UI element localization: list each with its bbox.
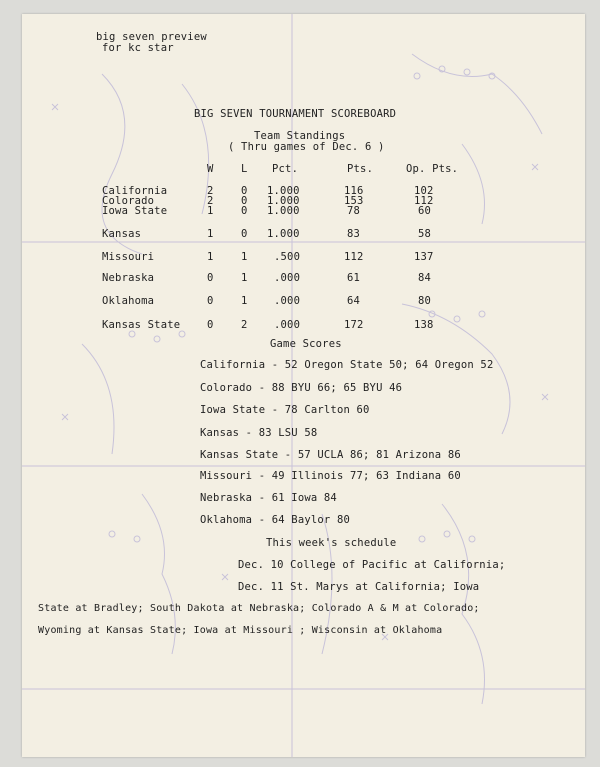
losses: 1 <box>241 272 248 284</box>
document-page <box>22 14 585 757</box>
team-name: Colorado <box>102 195 155 207</box>
team-name: Iowa State <box>102 205 168 217</box>
opp-points: 137 <box>414 251 434 263</box>
game-score-line: California - 52 Oregon State 50; 64 Oregon 52 <box>200 359 494 371</box>
game-score-line: Iowa State - 78 Carlton 60 <box>200 404 370 416</box>
schedule-line: Dec. 11 St. Marys at California; Iowa <box>238 581 480 593</box>
points: 116 <box>344 185 364 197</box>
pct: 1.000 <box>267 228 300 240</box>
wins: 1 <box>207 205 214 217</box>
header-note-line-1: big seven preview <box>96 31 207 43</box>
col-header-l: L <box>241 163 248 175</box>
losses: 0 <box>241 195 248 207</box>
pct: .000 <box>274 295 301 307</box>
opp-points: 58 <box>418 228 432 240</box>
opp-points: 102 <box>414 185 434 197</box>
opp-points: 60 <box>418 205 432 217</box>
points: 64 <box>347 295 361 307</box>
wins: 2 <box>207 185 214 197</box>
points: 112 <box>344 251 364 263</box>
team-name: Kansas State <box>102 319 181 331</box>
pct: .000 <box>274 272 301 284</box>
points: 61 <box>347 272 361 284</box>
team-name: Missouri <box>102 251 155 263</box>
team-name: Nebraska <box>102 272 155 284</box>
game-score-line: Oklahoma - 64 Baylor 80 <box>200 514 350 526</box>
points: 172 <box>344 319 364 331</box>
opp-points: 84 <box>418 272 432 284</box>
pct: 1.000 <box>267 195 300 207</box>
game-score-line: Kansas - 83 LSU 58 <box>200 427 318 439</box>
game-score-line: Colorado - 88 BYU 66; 65 BYU 46 <box>200 382 403 394</box>
col-header-pts: Pts. <box>347 163 374 175</box>
losses: 0 <box>241 228 248 240</box>
wins: 1 <box>207 251 214 263</box>
standings-heading: Team Standings <box>254 130 346 142</box>
losses: 1 <box>241 295 248 307</box>
opp-points: 112 <box>414 195 434 207</box>
losses: 0 <box>241 205 248 217</box>
col-header-op-pts: Op. Pts. <box>406 163 459 175</box>
wins: 0 <box>207 295 214 307</box>
schedule-heading: This week's schedule <box>266 537 397 549</box>
game-scores-heading: Game Scores <box>270 338 342 350</box>
col-header-w: W <box>207 163 214 175</box>
pct: 1.000 <box>267 185 300 197</box>
team-name: Kansas <box>102 228 142 240</box>
pct: .500 <box>274 251 301 263</box>
game-score-line: Nebraska - 61 Iowa 84 <box>200 492 337 504</box>
wins: 1 <box>207 228 214 240</box>
game-score-line: Missouri - 49 Illinois 77; 63 Indiana 60 <box>200 470 461 482</box>
wins: 2 <box>207 195 214 207</box>
col-header-pct: Pct. <box>272 163 299 175</box>
points: 153 <box>344 195 364 207</box>
losses: 1 <box>241 251 248 263</box>
game-score-line: Kansas State - 57 UCLA 86; 81 Arizona 86 <box>200 449 461 461</box>
schedule-line: Wyoming at Kansas State; Iowa at Missouri ; Wisconsin at Oklahoma <box>38 625 443 636</box>
page-title: BIG SEVEN TOURNAMENT SCOREBOARD <box>194 108 397 120</box>
pct: .000 <box>274 319 301 331</box>
losses: 0 <box>241 185 248 197</box>
team-name: California <box>102 185 168 197</box>
opp-points: 138 <box>414 319 434 331</box>
pct: 1.000 <box>267 205 300 217</box>
losses: 2 <box>241 319 248 331</box>
header-note-line-2: for kc star <box>102 42 174 54</box>
team-name: Oklahoma <box>102 295 155 307</box>
schedule-line: State at Bradley; South Dakota at Nebraska; Colorado A & M at Colorado; <box>38 603 480 614</box>
wins: 0 <box>207 272 214 284</box>
points: 83 <box>347 228 361 240</box>
wins: 0 <box>207 319 214 331</box>
standings-subheading: ( Thru games of Dec. 6 ) <box>228 141 385 153</box>
schedule-line: Dec. 10 College of Pacific at California; <box>238 559 506 571</box>
opp-points: 80 <box>418 295 432 307</box>
points: 78 <box>347 205 361 217</box>
